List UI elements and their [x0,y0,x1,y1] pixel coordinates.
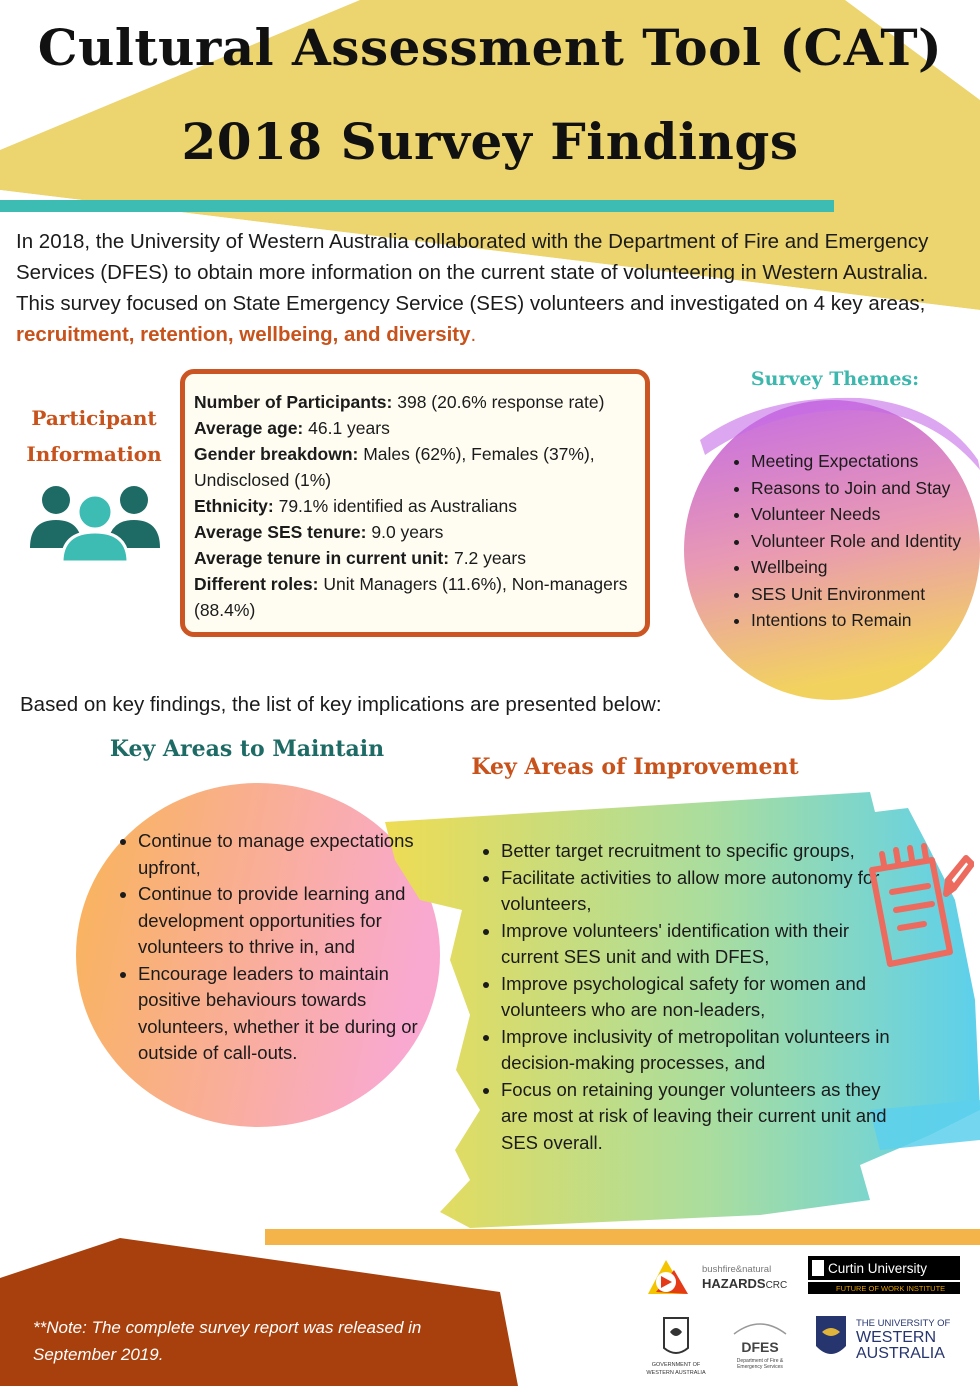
info-label: Ethnicity: [194,496,274,516]
svg-text:HAZARDSCRC [702,1276,787,1291]
improve-heading: Key Areas of Improvement [471,754,799,780]
intro-highlight: recruitment, retention, wellbeing, and diversity [16,323,471,346]
list-item: • Encourage leaders to maintain positive behaviours towards volunteers, whether it be during or outside of call-outs. [138,961,448,1067]
info-value: Males (62%), Females (37%), Undisclosed (1%) [194,444,595,490]
dfes-logo [734,1324,786,1370]
list-item: • Focus on retaining younger volunteers as they are most at risk of leaving their current unit and SES overall. [501,1077,901,1157]
list-item: • Reasons to Join and Stay [751,475,980,502]
uwa-line3: AUSTRALIA [856,1345,945,1362]
curtin-sub: FUTURE OF WORK INSTITUTE [836,1284,946,1293]
list-item: • Intentions to Remain [751,607,980,634]
participant-heading [18,400,170,472]
info-row-ses-tenure [194,519,645,545]
participant-info-box [180,369,650,637]
bnhcrc-line2: HAZARDS [702,1276,766,1291]
info-label: Average age: [194,418,304,438]
dfes-name: DFES [741,1339,779,1355]
info-value: 398 (20.6% response rate) [392,392,605,412]
list-item: • Facilitate activities to allow more autonomy for volunteers, [501,865,901,918]
info-label: Gender breakdown: [194,444,359,464]
curtin-logo [808,1256,960,1294]
page-title: Cultural Assessment Tool (CAT) [37,18,943,77]
gov-line2: WESTERN AUSTRALIA [646,1370,706,1376]
info-label: Different roles: [194,574,319,594]
maintain-heading: Key Areas to Maintain [109,736,385,762]
info-value: 79.1% identified as Australians [273,496,517,516]
list-item: • Improve psychological safety for women and volunteers who are non-leaders, [501,971,901,1024]
info-value: Unit Managers (11.6%), Non-managers (88.4%) [194,574,628,620]
info-row-roles [194,571,645,623]
improve-list [478,838,901,1156]
list-item: • Improve volunteers' identification with their current SES unit and with DFES, [501,918,901,971]
list-item: • Improve inclusivity of metropolitan volunteers in decision-making processes, and [501,1024,901,1077]
info-label: Average tenure in current unit: [194,548,450,568]
themes-list [722,448,980,634]
government-wa-logo [646,1318,706,1376]
info-row-gender [194,441,645,493]
list-item: • Volunteer Role and Identity [751,528,980,555]
uwa-line2: WESTERN [856,1329,936,1346]
bnhcrc-logo [648,1260,787,1294]
orange-accent-bar [265,1229,980,1245]
list-item: • Continue to provide learning and development opportunities for volunteers to thrive in, and [138,881,448,961]
info-label: Average SES tenure: [194,522,367,542]
info-row-participants [194,389,645,415]
list-item: • Meeting Expectations [751,448,980,475]
partner-logos [640,1254,980,1386]
info-value: 9.0 years [366,522,444,542]
dfes-sub1: Department of Fire & [736,1358,784,1364]
info-row-unit-tenure [194,545,645,571]
info-row-age [194,415,645,441]
bnhcrc-suffix: CRC [765,1280,788,1291]
participant-heading-line2: Information [26,442,162,466]
themes-heading: Survey Themes: [750,368,920,390]
info-value: 46.1 years [303,418,390,438]
dfes-sub2: Emergency Services [737,1364,783,1370]
page-subtitle: 2018 Survey Findings [181,112,799,171]
list-item: • Volunteer Needs [751,501,980,528]
clipboard-checklist-icon [862,840,974,976]
bnhcrc-line1: bushfire&natural [702,1264,772,1275]
intro-end: . [470,323,477,346]
list-item: • Continue to manage expectations upfront, [138,828,448,881]
teal-divider [0,200,834,212]
uwa-line1: THE UNIVERSITY OF [856,1318,951,1329]
curtin-name: Curtin University [828,1261,928,1276]
implications-intro: Based on key findings, the list of key implications are presented below: [20,693,662,716]
list-item: • Wellbeing [751,554,980,581]
participant-heading-line1: Participant [31,406,157,430]
intro-paragraph [16,226,966,350]
intro-text: In 2018, the University of Western Australia collaborated with the Department of Fire and Emergency Services (DFES) to obtain more information on the current state of volunteering in Western Australia. This survey focused on State Emergency Service (SES) volunteers and investigated on 4 key areas; [16,230,929,315]
footnote: **Note: The complete survey report was released in September 2019. [33,1318,422,1364]
list-item: • Better target recruitment to specific groups, [501,838,901,865]
uwa-logo [816,1316,951,1362]
info-row-ethnicity [194,493,645,519]
list-item: • SES Unit Environment [751,581,980,608]
maintain-list [116,828,448,1067]
info-value: 7.2 years [449,548,526,568]
people-group-icon [26,478,164,562]
info-label: Number of Participants: [194,392,393,412]
gov-line1: GOVERNMENT OF [651,1362,701,1368]
